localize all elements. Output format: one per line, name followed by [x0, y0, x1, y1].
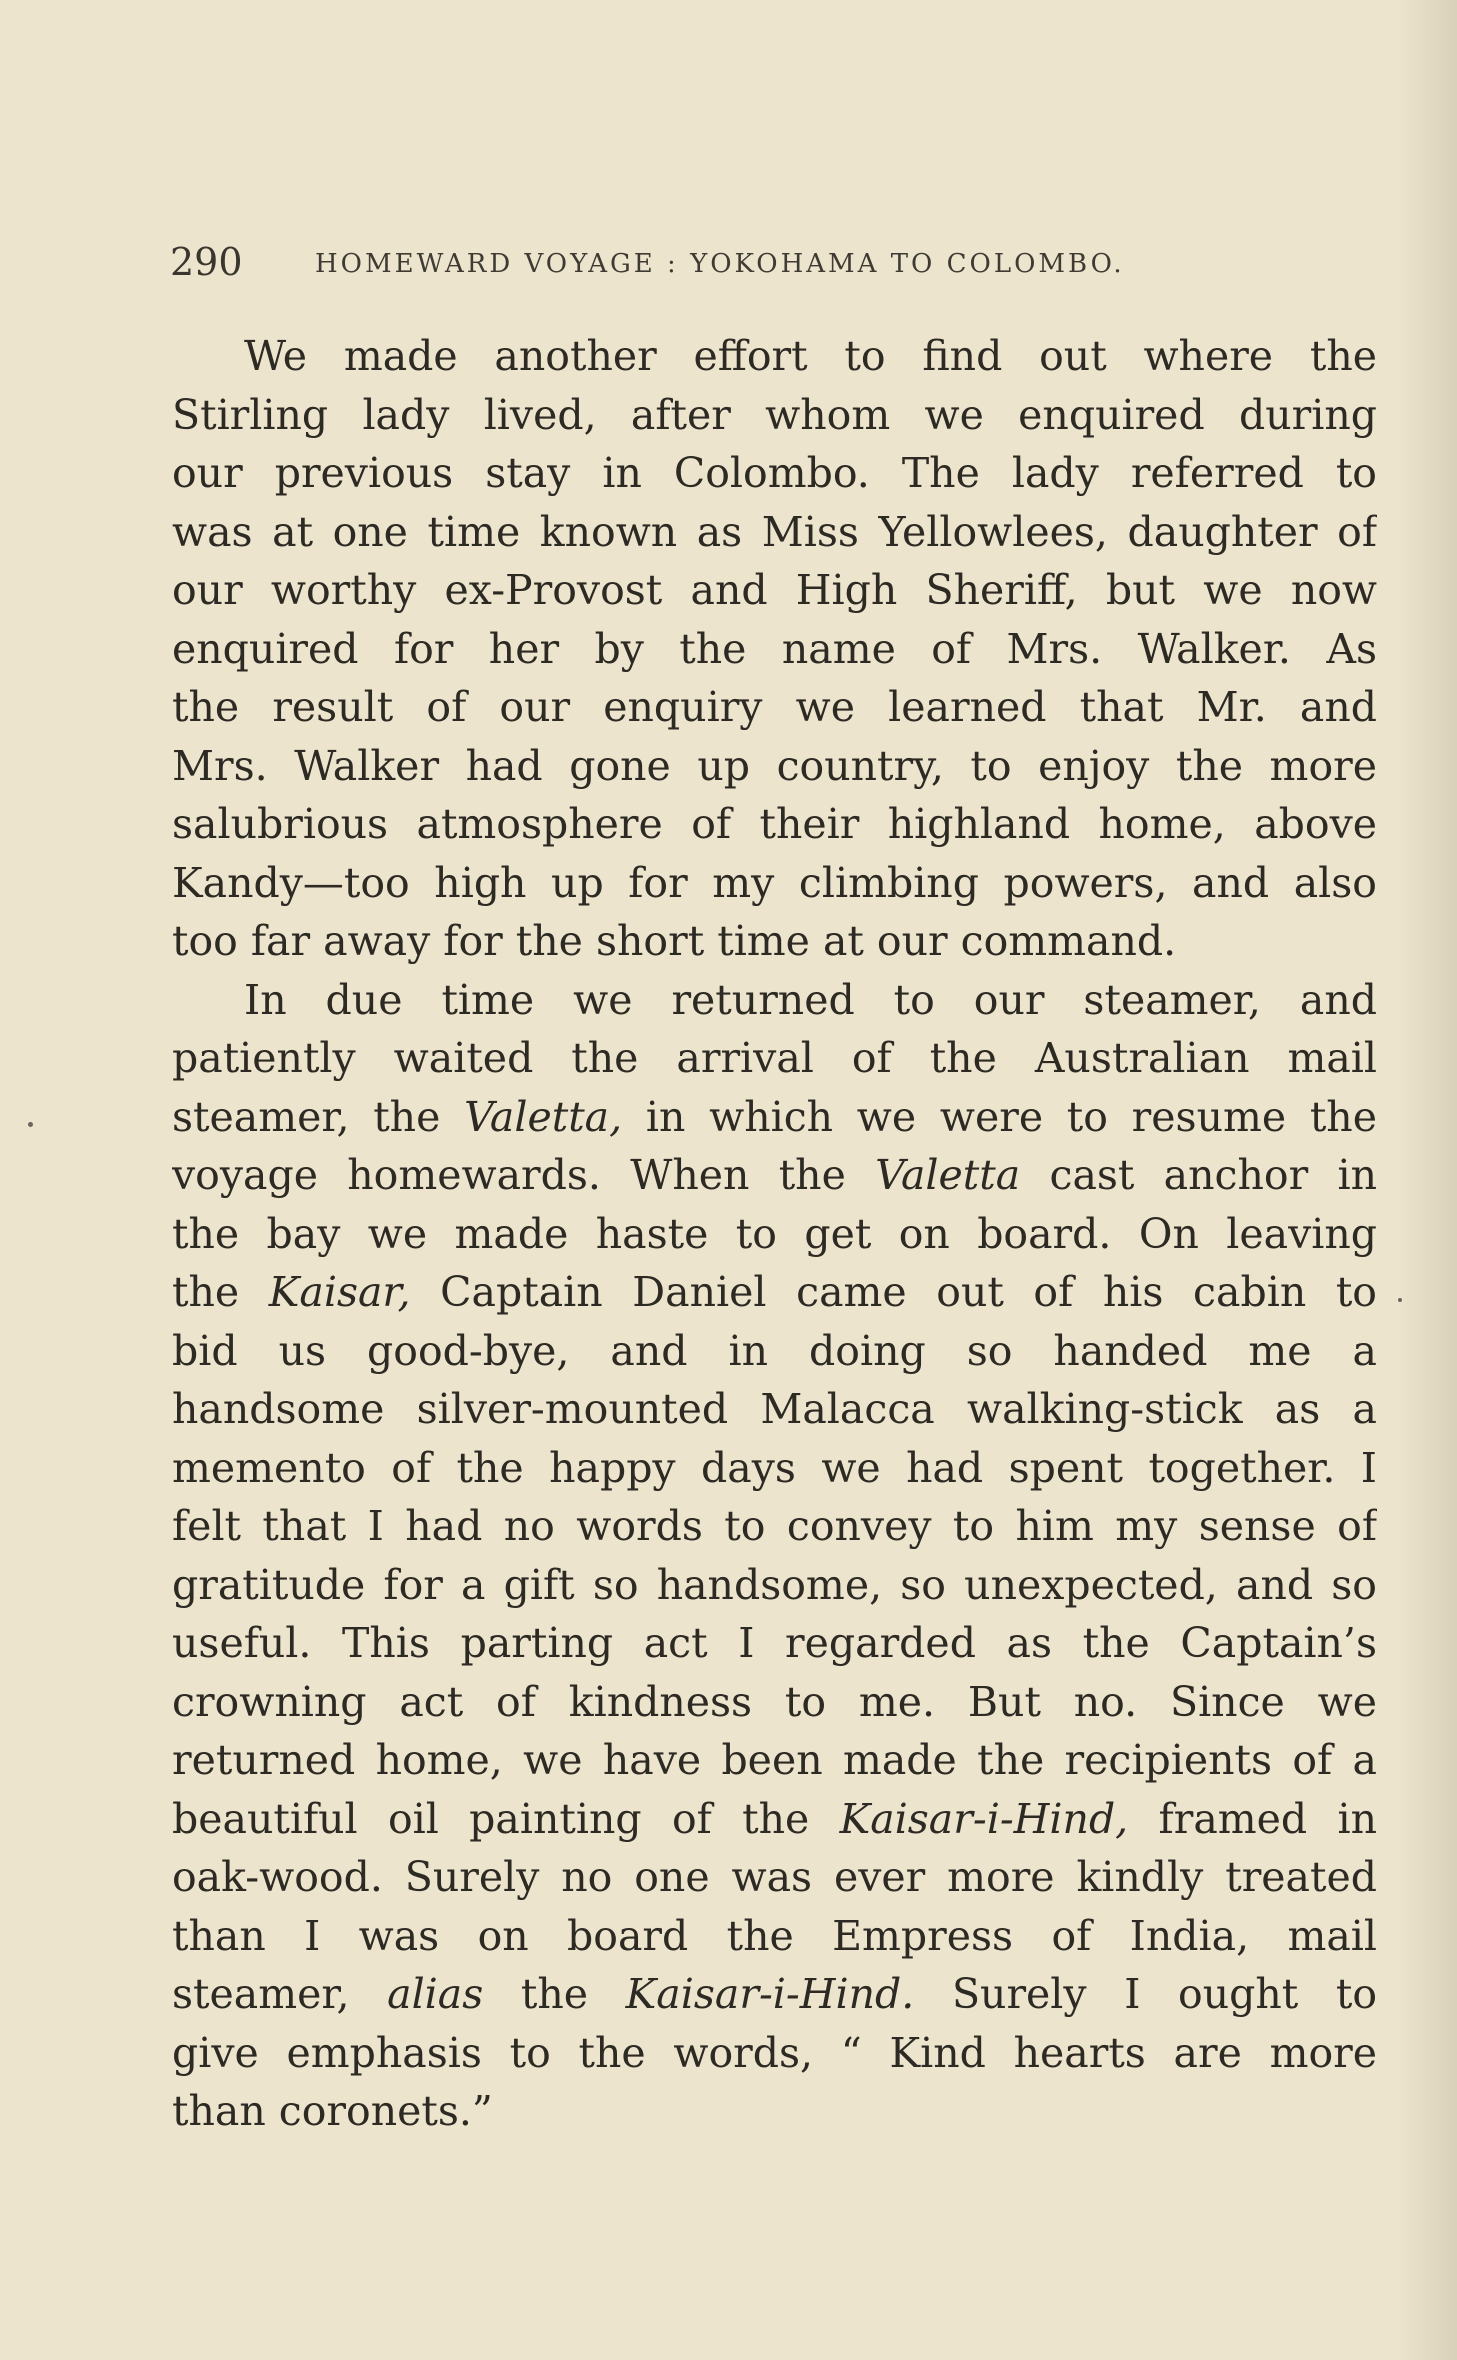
text-segment: beautiful oil painting of the	[172, 1794, 840, 1843]
text-line: We made another effort to find out where the	[244, 332, 1377, 380]
text-line: Stirling lady lived, after whom we enquired during	[172, 390, 1377, 439]
text-line	[172, 1263, 1377, 1322]
text-segment: gratitude for a gift so handsome, so unexpected, and so	[172, 1560, 1377, 1609]
body-text	[172, 327, 1377, 2141]
text-segment: in which we were to resume the	[622, 1092, 1377, 1141]
page-header	[170, 238, 1280, 286]
text-segment: cast anchor in	[1020, 1151, 1377, 1199]
text-segment: patiently waited the arrival of the Australian mail	[172, 1034, 1377, 1082]
text-segment: bid us good-bye, and in doing so handed me a	[172, 1326, 1377, 1375]
print-speck	[28, 1122, 33, 1127]
page-gutter-shadow	[1397, 0, 1457, 2360]
text-segment: oak-wood. Surely no one was ever more kindly treated	[172, 1853, 1377, 1901]
paragraph	[172, 327, 1377, 971]
text-line	[172, 1731, 1377, 1790]
text-line	[172, 1965, 1377, 2024]
text-line: enquired for her by the name of Mrs. Walker. As	[172, 624, 1377, 673]
text-line	[172, 2082, 1377, 2141]
italic-text-segment: Kaisar,	[268, 1268, 411, 1316]
text-segment: returned home, we have been made the recipients of a	[172, 1736, 1377, 1784]
text-line	[172, 1497, 1377, 1556]
text-line: our worthy ex-Provost and High Sheriff, but we now	[172, 566, 1377, 614]
text-line	[172, 1907, 1377, 1966]
text-segment: than I was on board the Empress of India, mail	[172, 1911, 1377, 1960]
page-number: 290	[170, 240, 243, 284]
text-segment: the	[483, 1970, 626, 2018]
text-line: the result of our enquiry we learned that Mr. and	[172, 683, 1377, 731]
text-line: salubrious atmosphere of their highland home, above	[172, 800, 1377, 848]
text-line	[172, 1380, 1377, 1439]
text-segment: memento of the happy days we had spent together. I	[172, 1443, 1377, 1492]
text-segment: steamer,	[172, 1970, 388, 2018]
text-segment: voyage homewards. When the	[172, 1151, 876, 1199]
text-line: was at one time known as Miss Yellowlees, daughter of	[172, 507, 1377, 556]
text-line	[172, 971, 1377, 1030]
italic-text-segment: alias	[387, 1970, 484, 2018]
italic-text-segment: Kaisar-i-Hind.	[625, 1970, 915, 2018]
text-line	[172, 1790, 1377, 1849]
text-line	[172, 1439, 1377, 1498]
text-segment: felt that I had no words to convey to him my sense of	[172, 1502, 1377, 1550]
text-segment: Surely I ought to	[914, 1970, 1377, 2018]
text-line	[172, 1146, 1377, 1205]
text-segment: give emphasis to the words, “ Kind hearts are more	[172, 2028, 1377, 2077]
text-line	[172, 1556, 1377, 1615]
italic-text-segment: Valetta,	[464, 1092, 623, 1141]
text-segment: framed in	[1128, 1794, 1377, 1843]
running-title: HOMEWARD VOYAGE : YOKOHAMA TO COLOMBO.	[315, 249, 1125, 279]
text-line	[172, 1673, 1377, 1732]
text-segment: Captain Daniel came out of his cabin to	[410, 1268, 1377, 1316]
print-speck	[1398, 1298, 1402, 1302]
text-line	[172, 1029, 1377, 1088]
text-line	[172, 1205, 1377, 1264]
text-line: Mrs. Walker had gone up country, to enjoy the more	[172, 741, 1377, 790]
text-segment: useful. This parting act I regarded as the Captain’s	[172, 1619, 1377, 1667]
text-line	[172, 1614, 1377, 1673]
paragraph	[172, 971, 1377, 2141]
text-line	[172, 1322, 1377, 1381]
text-segment: steamer, the	[172, 1092, 465, 1141]
italic-text-segment: Valetta	[875, 1151, 1021, 1199]
text-line	[172, 1088, 1377, 1147]
text-line: too far away for the short time at our command.	[172, 917, 1177, 965]
text-segment: crowning act of kindness to me. But no. Since we	[172, 1677, 1377, 1726]
text-line: Kandy—too high up for my climbing powers, and also	[172, 858, 1377, 907]
text-segment: than coronets.”	[172, 2087, 493, 2135]
text-line	[172, 1848, 1377, 1907]
text-segment: the bay we made haste to get on board. On leaving	[172, 1209, 1377, 1258]
text-segment: the	[172, 1268, 269, 1316]
text-segment: In due time we returned to our steamer, and	[244, 975, 1377, 1024]
text-line	[172, 2024, 1377, 2083]
text-segment: handsome silver-mounted Malacca walking-stick as a	[172, 1385, 1377, 1433]
italic-text-segment: Kaisar-i-Hind,	[839, 1794, 1129, 1843]
text-line: our previous stay in Colombo. The lady referred to	[172, 449, 1377, 497]
